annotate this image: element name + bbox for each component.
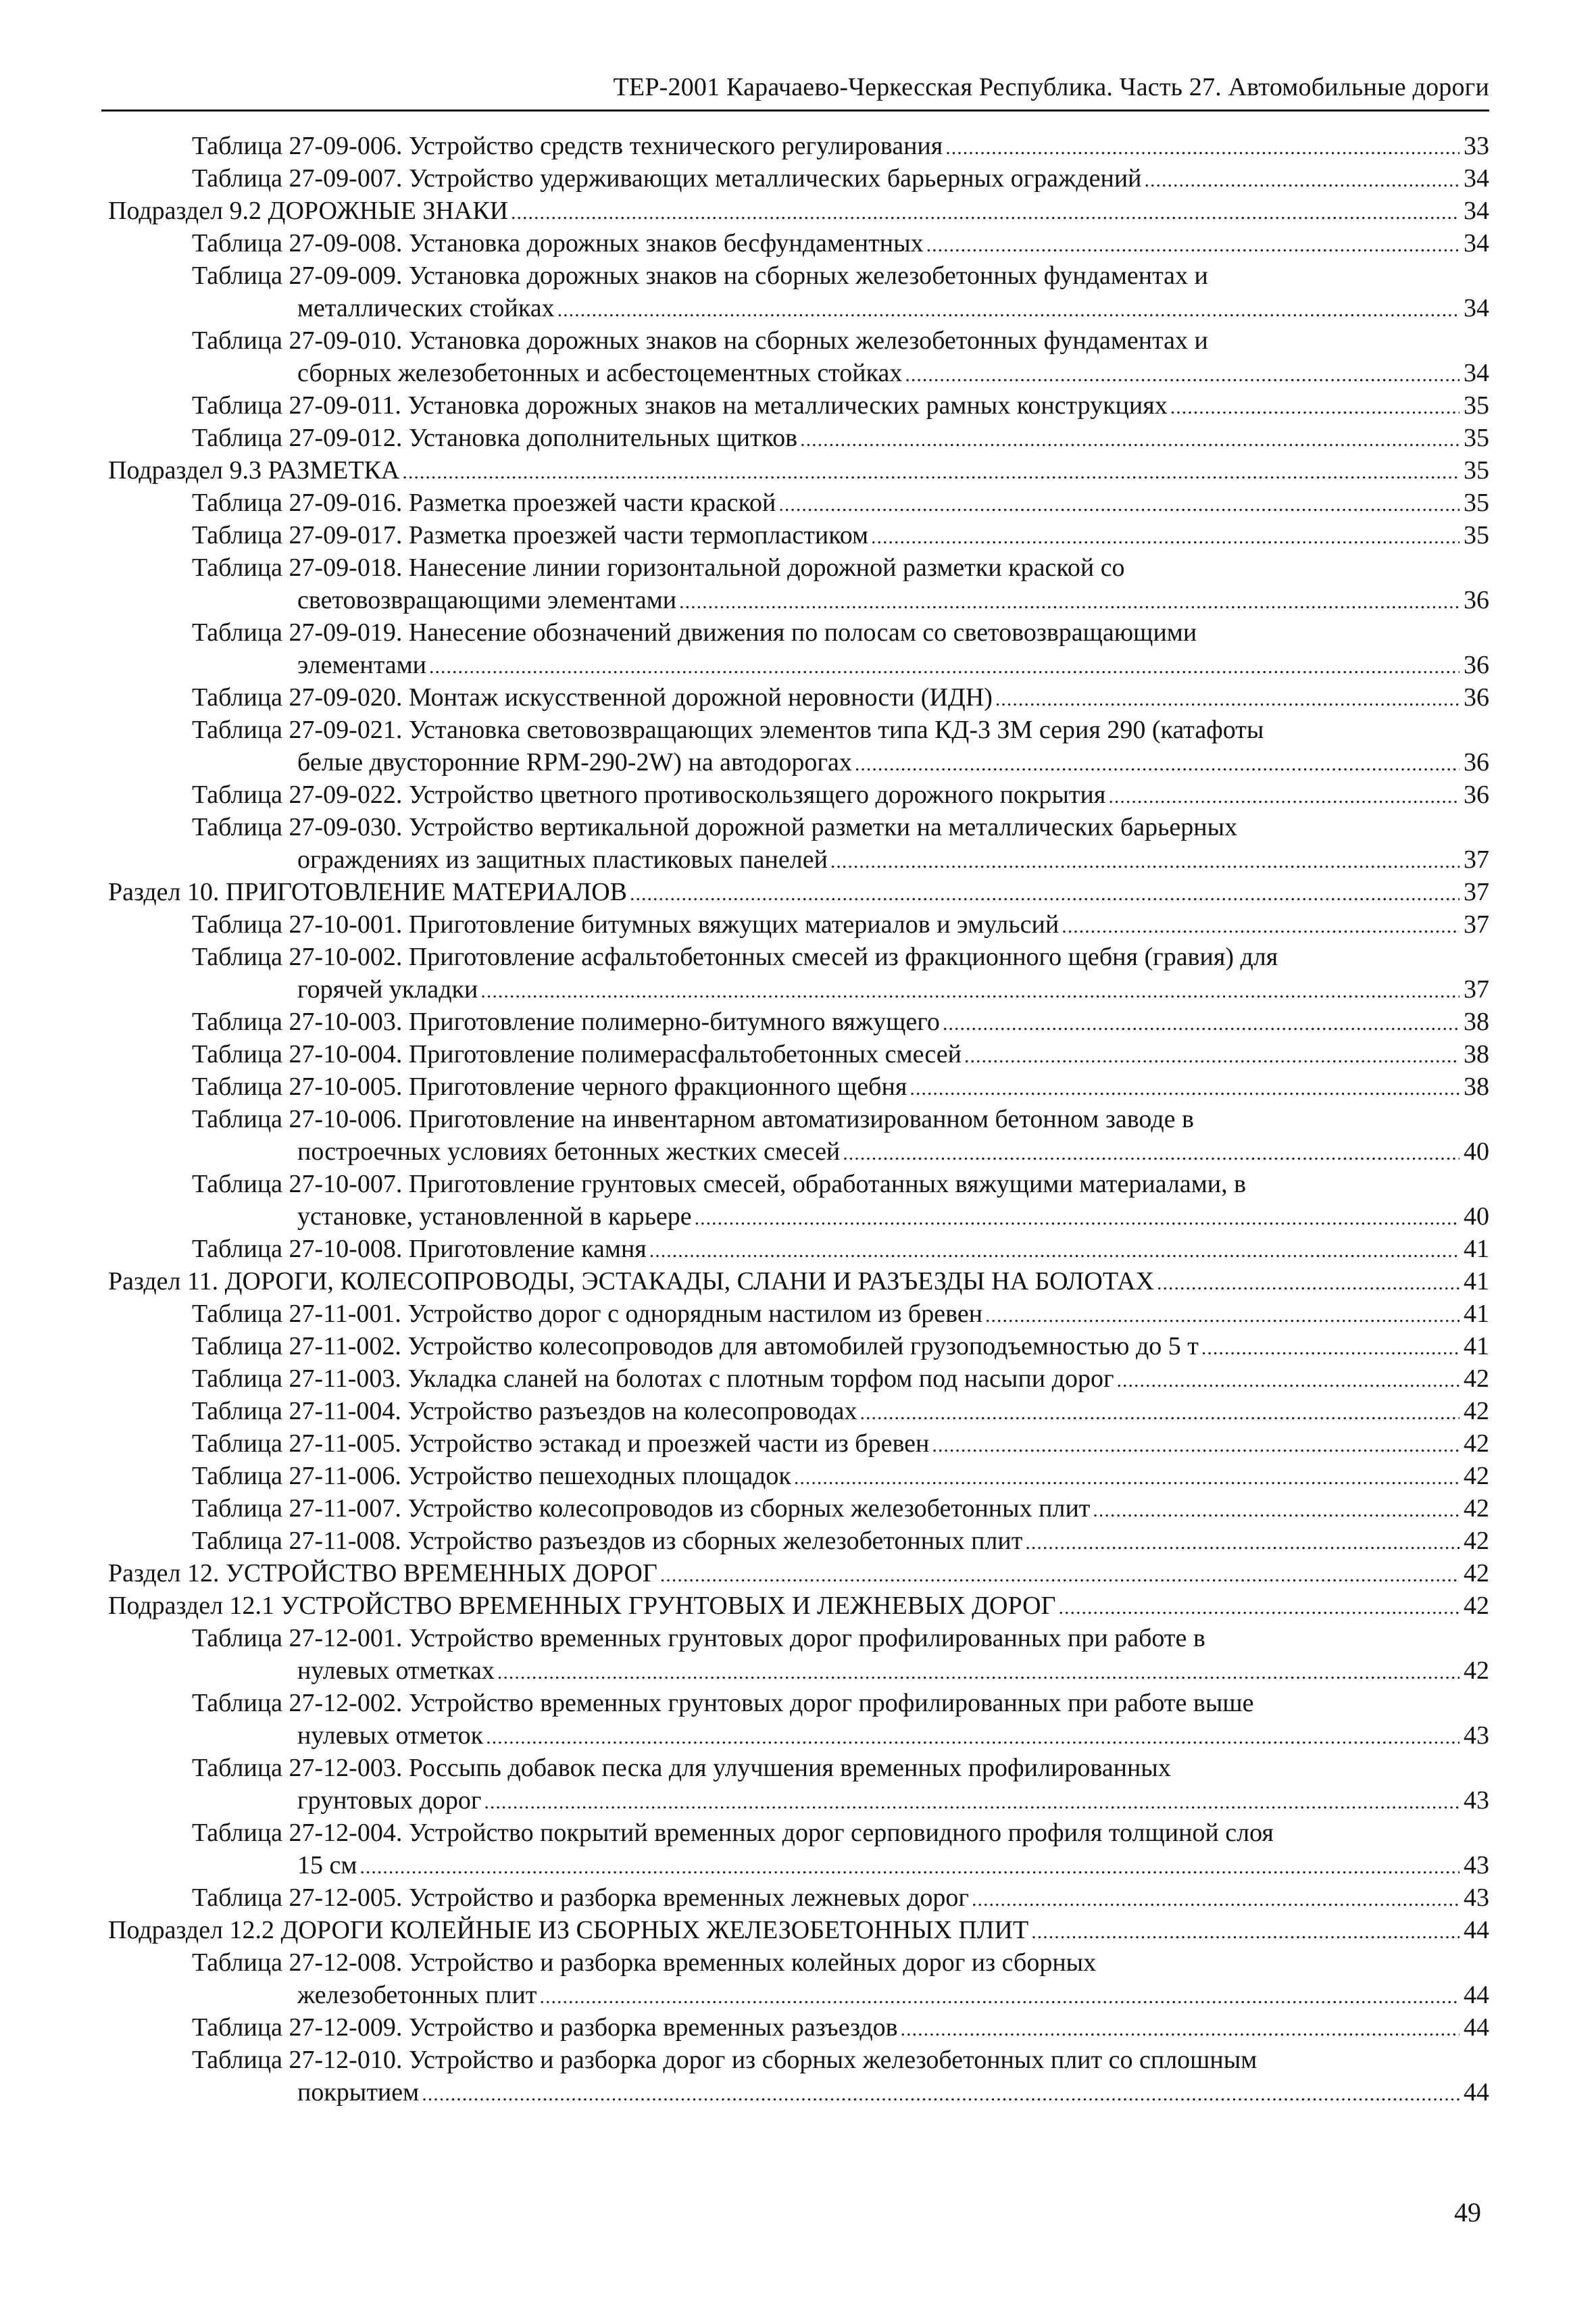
toc-entry — [192, 1395, 1489, 1429]
toc-page-number: 41 — [1464, 1235, 1489, 1263]
toc-entry — [192, 681, 1489, 716]
toc-entry-text: Таблица 27-11-003. Укладка сланей на болотах с плотным торфом под насыпи дорог — [192, 1364, 1114, 1393]
toc-page-number: 42 — [1464, 1656, 1489, 1685]
toc-page-number: 37 — [1464, 910, 1489, 939]
toc-entry-row — [0, 1525, 1596, 1557]
toc-section-row — [0, 876, 1596, 908]
dot-leader — [926, 229, 1460, 262]
toc-page-number: 35 — [1464, 391, 1489, 420]
toc-entry-text: Таблица 27-10-007. Приготовление грунтовых смесей, обработанных вяжущими материалами, в — [192, 1170, 1247, 1198]
table-of-contents — [0, 130, 1596, 2109]
toc-entry-text: Раздел 11. ДОРОГИ, КОЛЕСОПРОВОДЫ, ЭСТАКАДЫ, СЛАНИ И РАЗЪЕЗДЫ НА БОЛОТАХ — [108, 1267, 1155, 1296]
toc-page-number: 42 — [1464, 1527, 1489, 1555]
toc-entry-text: Таблица 27-09-012. Установка дополнительных щитков — [192, 424, 798, 452]
toc-entry-text: Подраздел 12.2 ДОРОГИ КОЛЕЙНЫЕ ИЗ СБОРНЫХ ЖЕЛЕЗОБЕТОННЫХ ПЛИТ — [108, 1916, 1029, 1944]
toc-page-number: 44 — [1464, 1981, 1489, 2009]
toc-entry — [108, 1914, 1489, 1948]
toc-entry-row — [0, 843, 1596, 876]
toc-entry-row — [0, 389, 1596, 422]
toc-entry-text: Таблица 27-12-008. Устройство и разборка временных колейных дорог из сборных — [192, 1948, 1097, 1977]
dot-leader — [660, 1559, 1460, 1592]
toc-entry — [192, 941, 1278, 973]
toc-entry-row — [0, 1946, 1596, 1979]
toc-page-number: 36 — [1464, 683, 1489, 712]
toc-entry-row — [0, 1784, 1596, 1817]
toc-entry — [297, 1719, 1489, 1754]
toc-entry — [108, 1265, 1489, 1300]
dot-leader — [1201, 1332, 1460, 1364]
toc-entry — [192, 1070, 1489, 1105]
dot-leader — [778, 489, 1460, 521]
dot-leader — [1108, 781, 1460, 813]
toc-page-number: 35 — [1464, 521, 1489, 549]
dot-leader — [830, 845, 1460, 878]
toc-entry-text: Таблица 27-09-007. Устройство удерживающих металлических барьерных ограждений — [192, 164, 1142, 193]
toc-page-number: 41 — [1464, 1332, 1489, 1360]
toc-entry-text: 15 см — [297, 1851, 357, 1879]
toc-entry-text: Таблица 27-11-007. Устройство колесопроводов из сборных железобетонных плит — [192, 1494, 1091, 1523]
dot-leader — [1093, 1494, 1460, 1527]
toc-page-number: 36 — [1464, 781, 1489, 809]
dot-leader — [985, 1300, 1460, 1332]
toc-entry-text: Таблица 27-11-005. Устройство эстакад и проезжей части из бревен — [192, 1429, 930, 1458]
toc-entry-row — [0, 681, 1596, 714]
toc-entry-text: Таблица 27-10-003. Приготовление полимерно-битумного вяжущего — [192, 1008, 940, 1036]
toc-entry — [192, 1362, 1489, 1397]
toc-entry — [192, 130, 1489, 164]
toc-entry-row — [0, 1719, 1596, 1752]
toc-entry — [192, 260, 1208, 292]
toc-entry-text: Таблица 27-09-010. Установка дорожных знаков на сборных железобетонных фундаментах и — [192, 326, 1208, 355]
toc-entry-text: Таблица 27-12-009. Устройство и разборка временных разъездов — [192, 2013, 898, 2042]
toc-entry-text: ограждениях из защитных пластиковых панелей — [297, 845, 828, 874]
toc-entry-text: Таблица 27-12-002. Устройство временных грунтовых дорог профилированных при работе выше — [192, 1689, 1254, 1717]
toc-entry — [192, 1525, 1489, 1559]
toc-entry-text: Таблица 27-09-009. Установка дорожных знаков на сборных железобетонных фундаментах и — [192, 262, 1208, 290]
toc-entry — [297, 1654, 1489, 1689]
toc-page-number: 40 — [1464, 1137, 1489, 1166]
toc-entry-row — [0, 260, 1596, 292]
toc-entry-text: Таблица 27-09-018. Нанесение линии горизонтальной дорожной разметки краской со — [192, 553, 1125, 582]
toc-entry-row — [0, 908, 1596, 941]
toc-entry-row — [0, 519, 1596, 551]
toc-page-number: 37 — [1464, 845, 1489, 874]
dot-leader — [480, 975, 1460, 1008]
toc-entry — [297, 292, 1489, 326]
toc-entry-row — [0, 2011, 1596, 2044]
toc-page-number: 43 — [1464, 1851, 1489, 1879]
dot-leader — [860, 1397, 1460, 1429]
toc-entry-row — [0, 1622, 1596, 1654]
toc-entry — [297, 1135, 1489, 1170]
toc-page-number: 42 — [1464, 1592, 1489, 1620]
toc-entry-row — [0, 1362, 1596, 1395]
toc-entry — [192, 1687, 1254, 1719]
toc-entry — [297, 1979, 1489, 2013]
toc-entry — [192, 389, 1489, 424]
toc-entry-text: Раздел 12. УСТРОЙСТВО ВРЕМЕННЫХ ДОРОГ — [108, 1559, 657, 1587]
toc-entry-row — [0, 649, 1596, 681]
header-title: ТЕР-2001 Карачаево-Черкесская Республика. Часть 27. Автомобильные дороги — [613, 73, 1489, 101]
toc-entry — [297, 746, 1489, 781]
toc-entry — [297, 973, 1489, 1008]
dot-leader — [539, 1981, 1460, 2013]
toc-entry-row — [0, 811, 1596, 843]
dot-leader — [359, 1851, 1460, 1884]
toc-entry-row — [0, 2076, 1596, 2109]
toc-entry-row — [0, 1849, 1596, 1881]
dot-leader — [909, 1073, 1460, 1105]
toc-entry-row — [0, 1233, 1596, 1265]
toc-entry-text: нулевых отметок — [297, 1721, 484, 1750]
running-header — [101, 68, 1489, 112]
toc-entry — [192, 1427, 1489, 1462]
toc-entry-row — [0, 1752, 1596, 1784]
toc-entry-text: Таблица 27-12-005. Устройство и разборка временных лежневых дорог — [192, 1884, 970, 1912]
toc-entry — [108, 876, 1489, 910]
toc-entry — [297, 649, 1489, 683]
toc-entry-text: световозвращающими элементами — [297, 586, 677, 614]
dot-leader — [484, 1786, 1460, 1819]
toc-entry — [192, 1330, 1489, 1364]
toc-entry-row — [0, 1330, 1596, 1362]
toc-page-number: 43 — [1464, 1721, 1489, 1750]
toc-entry-row — [0, 227, 1596, 260]
page-number: 49 — [1454, 2197, 1481, 2227]
toc-entry-row — [0, 1460, 1596, 1492]
toc-entry-text: Таблица 27-09-021. Установка световозвращающих элементов типа КД-3 ЗМ серия 290 (катафоты — [192, 716, 1264, 744]
toc-page-number: 41 — [1464, 1267, 1489, 1296]
toc-page-number: 43 — [1464, 1786, 1489, 1815]
toc-entry-row — [0, 422, 1596, 454]
toc-page-number: 38 — [1464, 1040, 1489, 1068]
toc-page-number: 36 — [1464, 651, 1489, 679]
toc-entry-text: горячей укладки — [297, 975, 478, 1004]
toc-entry-text: Таблица 27-09-008. Установка дорожных знаков бесфундаментных — [192, 229, 924, 257]
toc-entry — [192, 519, 1489, 553]
dot-leader — [1062, 910, 1460, 943]
dot-leader — [945, 132, 1460, 164]
toc-page-number: 35 — [1464, 489, 1489, 517]
dot-leader — [901, 2013, 1460, 2046]
dot-leader — [1170, 391, 1460, 424]
toc-entry — [192, 1006, 1489, 1040]
toc-entry-text: Раздел 10. ПРИГОТОВЛЕНИЕ МАТЕРИАЛОВ — [108, 878, 627, 906]
toc-entry-text: построечных условиях бетонных жестких смесей — [297, 1137, 841, 1166]
toc-entry — [192, 616, 1197, 649]
toc-entry-text: грунтовых дорог — [297, 1786, 482, 1815]
toc-entry — [192, 1881, 1489, 1916]
toc-section-row — [0, 1914, 1596, 1946]
toc-entry-row — [0, 487, 1596, 519]
toc-entry-row — [0, 1427, 1596, 1460]
toc-entry-text: Подраздел 9.3 РАЗМЕТКА — [108, 456, 400, 485]
toc-entry-text: металлических стойках — [297, 294, 555, 322]
dot-leader — [649, 1235, 1460, 1267]
toc-entry-text: Таблица 27-09-006. Устройство средств технического регулирования — [192, 132, 943, 160]
toc-entry-row — [0, 1038, 1596, 1070]
toc-entry-row — [0, 1298, 1596, 1330]
toc-entry-text: Таблица 27-09-019. Нанесение обозначений движения по полосам со световозвращающими — [192, 618, 1197, 647]
toc-entry-text: Таблица 27-12-003. Россыпь добавок песка для улучшения временных профилированных — [192, 1754, 1171, 1782]
dot-leader — [486, 1721, 1460, 1754]
toc-entry-text: Таблица 27-11-008. Устройство разъездов из сборных железобетонных плит — [192, 1527, 1023, 1555]
toc-page-number: 40 — [1464, 1202, 1489, 1231]
toc-section-row — [0, 1557, 1596, 1590]
toc-entry-row — [0, 1817, 1596, 1849]
toc-entry-text: Таблица 27-12-004. Устройство покрытий временных дорог серповидного профиля толщиной слоя — [192, 1819, 1274, 1847]
toc-page-number: 36 — [1464, 748, 1489, 777]
dot-leader — [1059, 1592, 1460, 1624]
toc-page-number: 42 — [1464, 1559, 1489, 1587]
toc-entry-row — [0, 551, 1596, 584]
toc-entry-row — [0, 1070, 1596, 1103]
toc-entry-text: Таблица 27-12-010. Устройство и разборка дорог из сборных железобетонных плит со сплошным — [192, 2046, 1257, 2074]
dot-leader — [1025, 1527, 1460, 1559]
toc-entry-text: Таблица 27-09-017. Разметка проезжей части термопластиком — [192, 521, 869, 549]
dot-leader — [871, 521, 1460, 553]
toc-page-number: 37 — [1464, 878, 1489, 906]
toc-page-number: 34 — [1464, 359, 1489, 387]
toc-entry-text: Таблица 27-09-016. Разметка проезжей части краской — [192, 489, 776, 517]
toc-entry — [297, 584, 1489, 618]
toc-entry-text: сборных железобетонных и асбестоцементных стойках — [297, 359, 903, 387]
toc-entry — [192, 1298, 1489, 1332]
toc-page-number: 42 — [1464, 1462, 1489, 1490]
toc-page-number: 44 — [1464, 1916, 1489, 1944]
toc-section-row — [0, 1265, 1596, 1298]
toc-entry-row — [0, 292, 1596, 324]
toc-entry-text: Таблица 27-10-006. Приготовление на инвентарном автоматизированном бетонном заводе в — [192, 1105, 1194, 1133]
toc-entry-text: Подраздел 9.2 ДОРОЖНЫЕ ЗНАКИ — [108, 197, 509, 225]
toc-entry-text: Таблица 27-10-008. Приготовление камня — [192, 1235, 647, 1263]
toc-entry-row — [0, 162, 1596, 195]
toc-entry-row — [0, 130, 1596, 162]
toc-entry-row — [0, 941, 1596, 973]
toc-entry — [192, 2044, 1257, 2076]
toc-entry-row — [0, 714, 1596, 746]
toc-entry-text: Подраздел 12.1 УСТРОЙСТВО ВРЕМЕННЫХ ГРУНТОВЫХ И ЛЕЖНЕВЫХ ДОРОГ — [108, 1592, 1056, 1620]
dot-leader — [964, 1040, 1460, 1073]
toc-entry — [297, 1784, 1489, 1819]
toc-entry-row — [0, 1395, 1596, 1427]
toc-page-number: 37 — [1464, 975, 1489, 1004]
toc-page-number: 43 — [1464, 1884, 1489, 1912]
dot-leader — [843, 1137, 1460, 1170]
toc-entry — [192, 1622, 1205, 1654]
toc-section-row — [0, 195, 1596, 227]
toc-entry — [297, 1200, 1489, 1235]
dot-leader — [1145, 164, 1460, 197]
toc-page-number: 38 — [1464, 1008, 1489, 1036]
toc-entry-row — [0, 1654, 1596, 1687]
toc-page-number: 35 — [1464, 456, 1489, 485]
toc-entry-text: Таблица 27-11-001. Устройство дорог с однорядным настилом из бревен — [192, 1300, 983, 1328]
toc-entry-text: Таблица 27-11-002. Устройство колесопроводов для автомобилей грузоподъемностью до 5 т — [192, 1332, 1199, 1360]
toc-entry — [192, 1038, 1489, 1073]
toc-page-number: 44 — [1464, 2078, 1489, 2107]
toc-entry — [108, 1590, 1489, 1624]
toc-page-number: 42 — [1464, 1397, 1489, 1425]
toc-entry — [192, 422, 1489, 456]
toc-page-number: 34 — [1464, 164, 1489, 193]
toc-entry-text: установке, установленной в карьере — [297, 1202, 692, 1231]
toc-entry-text: Таблица 27-10-001. Приготовление битумных вяжущих материалов и эмульсий — [192, 910, 1059, 939]
toc-entry-row — [0, 1492, 1596, 1525]
toc-entry-row — [0, 1881, 1596, 1914]
toc-entry — [192, 1233, 1489, 1267]
toc-entry — [192, 1103, 1194, 1135]
toc-entry — [192, 908, 1489, 943]
toc-entry-text: Таблица 27-10-005. Приготовление черного фракционного щебня — [192, 1073, 907, 1101]
toc-page-number: 44 — [1464, 2013, 1489, 2042]
toc-page-number: 41 — [1464, 1300, 1489, 1328]
toc-entry — [192, 779, 1489, 813]
toc-entry-row — [0, 1135, 1596, 1168]
toc-entry — [108, 195, 1489, 229]
toc-entry — [192, 227, 1489, 262]
dot-leader — [630, 878, 1460, 910]
toc-entry — [192, 1492, 1489, 1527]
toc-entry — [108, 1557, 1489, 1592]
toc-entry-text: Таблица 27-10-004. Приготовление полимерасфальтобетонных смесей — [192, 1040, 962, 1068]
toc-section-row — [0, 454, 1596, 487]
toc-entry-row — [0, 1200, 1596, 1233]
dot-leader — [905, 359, 1460, 391]
toc-entry — [297, 357, 1489, 391]
dot-leader — [557, 294, 1460, 326]
dot-leader — [695, 1202, 1460, 1235]
dot-leader — [511, 197, 1460, 229]
toc-entry — [192, 1817, 1274, 1849]
dot-leader — [995, 683, 1460, 716]
toc-entry-text: покрытием — [297, 2078, 420, 2107]
toc-page-number: 34 — [1464, 197, 1489, 225]
toc-entry-row — [0, 584, 1596, 616]
dot-leader — [679, 586, 1460, 618]
dot-leader — [497, 1656, 1460, 1689]
toc-entry-row — [0, 973, 1596, 1006]
dot-leader — [1117, 1364, 1460, 1397]
dot-leader — [1157, 1267, 1460, 1300]
toc-entry — [192, 1946, 1096, 1979]
dot-leader — [402, 456, 1460, 489]
toc-entry-text: Таблица 27-12-001. Устройство временных грунтовых дорог профилированных при работе в — [192, 1624, 1205, 1652]
toc-entry — [192, 714, 1264, 746]
toc-entry-text: Таблица 27-09-020. Монтаж искусственной дорожной неровности (ИДН) — [192, 683, 993, 712]
toc-entry-text: Таблица 27-10-002. Приготовление асфальтобетонных смесей из фракционного щебня (гравия) для — [192, 943, 1278, 971]
dot-leader — [943, 1008, 1460, 1040]
dot-leader — [800, 424, 1460, 456]
toc-entry — [192, 1168, 1246, 1200]
toc-page-number: 33 — [1464, 132, 1489, 160]
toc-entry — [192, 1752, 1171, 1784]
toc-entry-row — [0, 324, 1596, 357]
toc-entry — [297, 2076, 1489, 2111]
dot-leader — [855, 748, 1460, 781]
dot-leader — [972, 1884, 1460, 1916]
toc-entry — [108, 454, 1489, 489]
toc-entry-text: Таблица 27-09-022. Устройство цветного противоскользящего дорожного покрытия — [192, 781, 1106, 809]
toc-entry-row — [0, 616, 1596, 649]
toc-entry — [192, 551, 1125, 584]
toc-entry-row — [0, 779, 1596, 811]
toc-entry — [192, 1460, 1489, 1494]
toc-page-number: 34 — [1464, 229, 1489, 257]
toc-entry-row — [0, 357, 1596, 389]
toc-entry-text: белые двусторонние RPM-290-2W) на автодорогах — [297, 748, 852, 777]
dot-leader — [1031, 1916, 1460, 1948]
toc-entry-text: Таблица 27-09-030. Устройство вертикальной дорожной разметки на металлических барьерных — [192, 813, 1238, 841]
toc-entry — [192, 162, 1489, 197]
toc-entry-row — [0, 1979, 1596, 2011]
toc-page-number: 35 — [1464, 424, 1489, 452]
toc-page-number: 42 — [1464, 1494, 1489, 1523]
toc-page-number: 42 — [1464, 1364, 1489, 1393]
toc-entry-text: нулевых отметках — [297, 1656, 495, 1685]
toc-entry — [297, 1849, 1489, 1884]
toc-entry-text: Таблица 27-11-004. Устройство разъездов на колесопроводах — [192, 1397, 857, 1425]
toc-entry-row — [0, 1006, 1596, 1038]
toc-section-row — [0, 1590, 1596, 1622]
toc-entry — [297, 843, 1489, 878]
toc-entry-row — [0, 1103, 1596, 1135]
dot-leader — [429, 651, 1460, 683]
toc-entry-text: железобетонных плит — [297, 1981, 537, 2009]
toc-entry-text: Таблица 27-11-006. Устройство пешеходных площадок — [192, 1462, 791, 1490]
toc-entry-row — [0, 1687, 1596, 1719]
toc-entry — [192, 2011, 1489, 2046]
dot-leader — [794, 1462, 1460, 1494]
toc-page-number: 36 — [1464, 586, 1489, 614]
toc-entry — [192, 324, 1208, 357]
dot-leader — [932, 1429, 1460, 1462]
toc-page-number: 34 — [1464, 294, 1489, 322]
toc-page-number: 42 — [1464, 1429, 1489, 1458]
toc-page-number: 38 — [1464, 1073, 1489, 1101]
toc-entry-row — [0, 1168, 1596, 1200]
dot-leader — [422, 2078, 1460, 2111]
toc-entry — [192, 487, 1489, 521]
toc-entry — [192, 811, 1237, 843]
toc-entry-row — [0, 2044, 1596, 2076]
toc-entry-text: Таблица 27-09-011. Установка дорожных знаков на металлических рамных конструкциях — [192, 391, 1168, 420]
toc-entry-row — [0, 746, 1596, 779]
toc-entry-text: элементами — [297, 651, 427, 679]
